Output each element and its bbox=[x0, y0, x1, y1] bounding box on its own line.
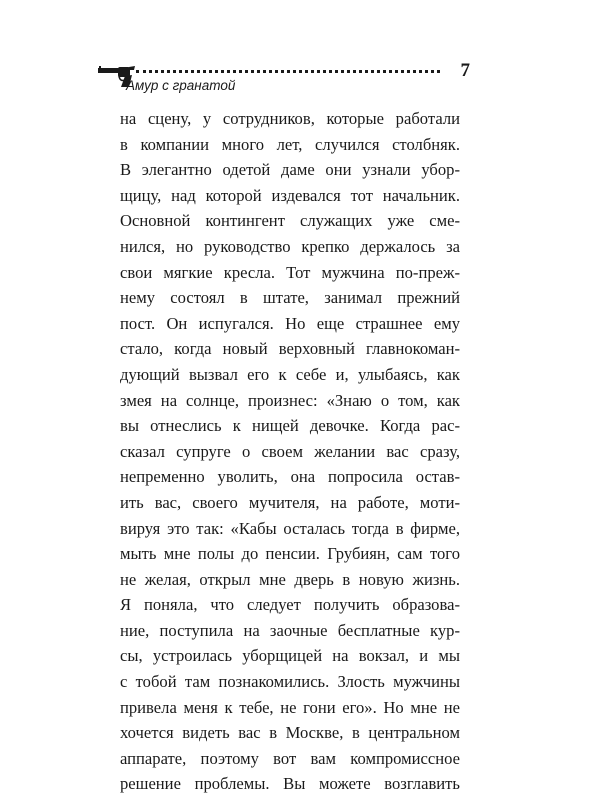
text-line: с тобой там познакомились. Злость мужчины bbox=[120, 672, 460, 692]
text-line: не желая, открыл мне дверь в новую жизнь. bbox=[120, 569, 460, 589]
running-header bbox=[98, 60, 470, 104]
text-line: в компании много лет, случился столбняк. bbox=[120, 134, 460, 154]
text-line: аппарате, поэтому вот вам компромиссное bbox=[120, 748, 460, 768]
text-line: хочется видеть вас в Москве, в центральном bbox=[120, 723, 460, 743]
text-line: сы, устроилась уборщицей на вокзал, и мы bbox=[120, 646, 460, 666]
text-line: привела меня к тебе, не гони его». Но мне не bbox=[120, 697, 460, 717]
text-line: вируя это так: «Кабы осталась тогда в фирме, bbox=[120, 518, 460, 538]
text-line: мыть мне полы до пенсии. Грубиян, сам того bbox=[120, 544, 460, 564]
text-line: решение проблемы. Вы можете возглавить bbox=[120, 774, 460, 794]
text-line: щицу, над которой издевался тот начальник. bbox=[120, 185, 460, 205]
text-line: дующий вызвал его к себе и, улыбаясь, как bbox=[120, 364, 460, 384]
text-line: пост. Он испугался. Но еще страшнее ему bbox=[120, 313, 460, 333]
text-line: вы отнеслись к нищей девочке. Когда рас- bbox=[120, 416, 460, 436]
text-line: В элегантно одетой даме они узнали убор- bbox=[120, 160, 460, 180]
text-line: нился, но руководство крепко держалось за bbox=[120, 236, 460, 256]
text-line: ить вас, своего мучителя, на работе, моти- bbox=[120, 492, 460, 512]
body-text bbox=[120, 106, 460, 797]
text-line: нему состоял в штате, занимал прежний bbox=[120, 288, 460, 308]
text-line: непременно уволить, она попросила остав- bbox=[120, 467, 460, 487]
text-line: свои мягкие кресла. Тот мужчина по-преж- bbox=[120, 262, 460, 282]
text-line: змея на солнце, произнес: «Знаю о том, как bbox=[120, 390, 460, 410]
text-line: Я поняла, что следует получить образова- bbox=[120, 595, 460, 615]
text-line: ние, поступила на заочные бесплатные кур- bbox=[120, 620, 460, 640]
text-line: Основной контингент служащих уже сме- bbox=[120, 211, 460, 231]
text-line: на сцену, у сотрудников, которые работали bbox=[120, 109, 460, 128]
text-line: стало, когда новый верховный главнокоман- bbox=[120, 339, 460, 359]
page-number: 7 bbox=[460, 60, 470, 81]
running-title: Амур с гранатой bbox=[126, 78, 236, 93]
text-line: сказал супруге о своем желании вас сразу, bbox=[120, 441, 460, 461]
